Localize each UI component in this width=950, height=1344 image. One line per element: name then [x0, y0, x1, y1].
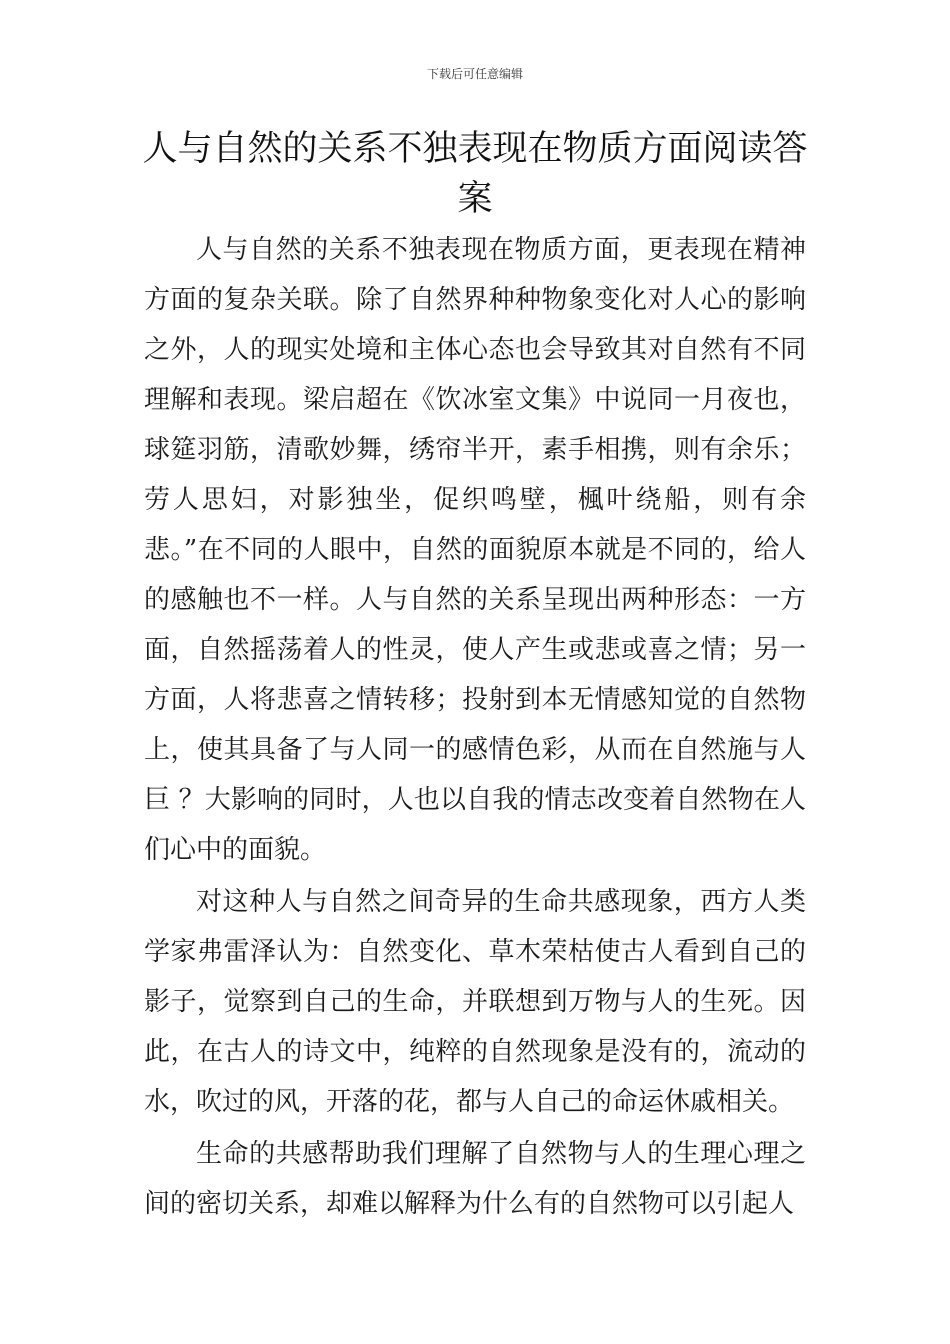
- header-note: 下载后可任意编辑: [426, 67, 523, 81]
- document-title: 人与自然的关系不独表现在物质方面阅读答案: [142, 129, 808, 219]
- paragraph-1: 人与自然的关系不独表现在物质方面，更表现在精神方面的复杂关联。除了自然界种种物象变化对人心的影响之外，人的现实处境和主体心态也会导致其对自然有不同理解和表现。梁启超在《饮冰室文集》中说同一月夜也，球筵羽筋，清歌妙舞，绣帘半开，素手相携，则有余乐；劳人思妇，对影独坐，促织鸣壁，楓叶绕船，则有余悲。”在不同的人眼中，自然的面貌原本就是不同的，给人的感触也不一样。人与自然的关系呈现出两种形态：一方面，自然摇荡着人的性灵，使人产生或悲或喜之情；另一方面，人将悲喜之情转移；投射到本无情感知觉的自然物上，使其具备了与人同一的感情色彩，从而在自然施与人巨 ？大影响的同时，人也以自我的情志改变着自然物在人们心中的面貌。: [144, 235, 806, 865]
- paragraph-2: 对这种人与自然之间奇异的生命共感现象，西方人类学家弗雷泽认为：自然变化、草木荣枯使古人看到自己的影子，觉察到自己的生命，并联想到万物与人的生死。因此，在古人的诗文中，纯粹的自然现象是没有的，流动的水，吹过的风，开落的花，都与人自己的命运休戚相关。: [144, 887, 806, 1117]
- document-body: [144, 225, 806, 1229]
- paragraph-3: 生命的共感帮助我们理解了自然物与人的生理心理之间的密切关系，却难以解释为什么有的自然物可以引起人: [144, 1139, 806, 1219]
